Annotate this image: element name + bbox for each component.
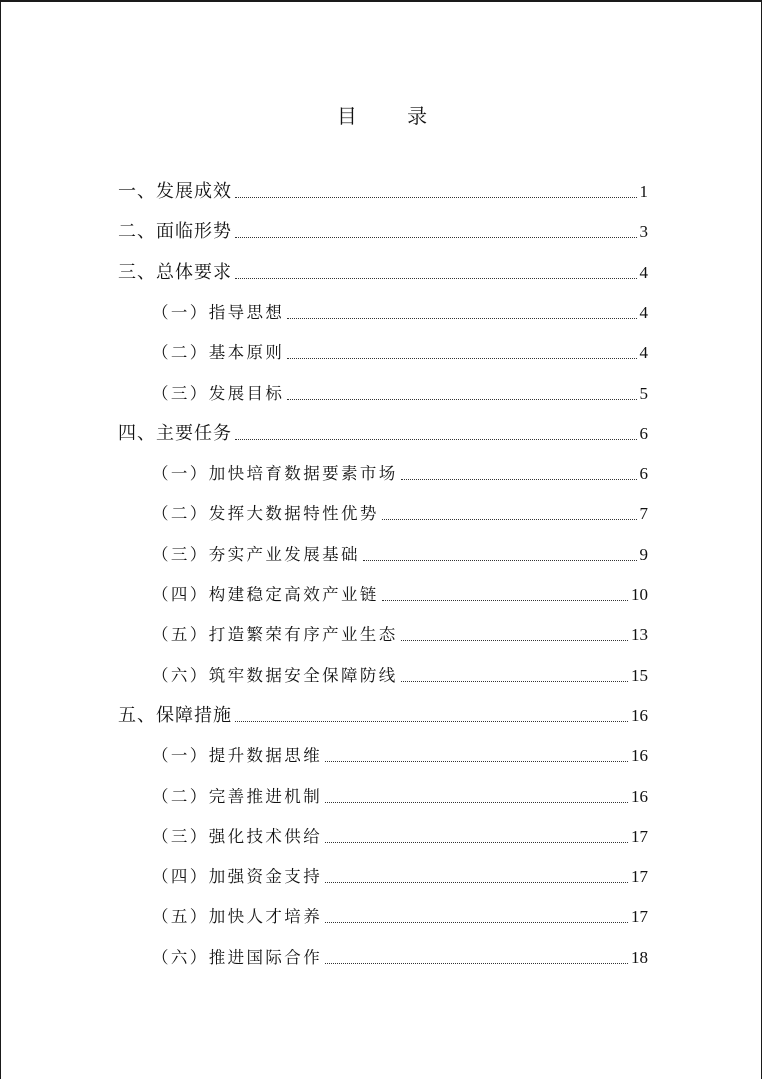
toc-entry-page-number: 9 [639, 544, 648, 564]
toc-entry[interactable] [152, 785, 648, 809]
toc-dot-leader [363, 560, 637, 561]
toc-entry-label: （二）发挥大数据特性优势 [152, 504, 379, 524]
toc-entry[interactable] [118, 261, 648, 285]
toc-entry[interactable] [152, 865, 648, 889]
toc-dot-leader [382, 519, 637, 520]
toc-entry-label: （一）提升数据思维 [152, 746, 323, 766]
toc-entry-label: （一）指导思想 [152, 302, 285, 322]
toc-entry-page-number: 4 [639, 262, 648, 282]
toc-entry[interactable] [152, 583, 648, 607]
toc-dot-leader [401, 681, 628, 682]
toc-entry-label: （三）夯实产业发展基础 [152, 544, 360, 564]
toc-entry-label: 一、发展成效 [118, 181, 232, 202]
toc-dot-leader [325, 963, 628, 964]
toc-entry-page-number: 18 [631, 947, 648, 967]
toc-entry-page-number: 4 [639, 302, 648, 322]
toc-entry[interactable] [152, 623, 648, 647]
toc-entry-page-number: 16 [631, 786, 648, 806]
toc-dot-leader [325, 842, 628, 843]
toc-entry[interactable] [118, 220, 648, 244]
toc-entry-label: （二）完善推进机制 [152, 786, 323, 806]
toc-entry-label: （四）构建稳定高效产业链 [152, 585, 379, 604]
toc-entry-label: （五）打造繁荣有序产业生态 [152, 625, 398, 645]
toc-entry-label: （四）加强资金支持 [152, 867, 323, 887]
toc-entry-page-number: 1 [639, 182, 648, 201]
page-title: 目 录 [336, 104, 450, 128]
toc-entry-label: （二）基本原则 [152, 343, 285, 363]
toc-entry-label: （三）强化技术供给 [152, 826, 323, 846]
toc-dot-leader [401, 640, 628, 641]
toc-entry-label: （一）加快培育数据要素市场 [152, 464, 398, 484]
toc-dot-leader [287, 318, 636, 319]
toc-entry-page-number: 3 [639, 222, 648, 242]
toc-entry-label: （六）推进国际合作 [152, 947, 323, 967]
toc-entry[interactable] [152, 301, 648, 325]
toc-dot-leader [235, 237, 637, 238]
toc-entry[interactable] [118, 704, 648, 728]
toc-dot-leader [325, 802, 628, 803]
toc-entry-label: 二、面临形势 [118, 221, 232, 243]
toc-entry[interactable] [152, 946, 648, 970]
toc-entry[interactable] [152, 744, 648, 768]
toc-dot-leader [235, 278, 637, 279]
toc-entry[interactable] [152, 664, 648, 688]
toc-dot-leader [235, 439, 637, 440]
toc-entry-page-number: 17 [631, 907, 648, 927]
toc-entry[interactable] [152, 462, 648, 486]
toc-dot-leader [401, 479, 637, 480]
toc-entry-page-number: 4 [639, 343, 648, 363]
toc-entry-page-number: 6 [639, 464, 648, 484]
toc-entry[interactable] [152, 905, 648, 929]
toc-entry-page-number: 16 [631, 746, 648, 766]
toc-entry-label: 三、总体要求 [118, 261, 232, 283]
toc-entry[interactable] [118, 422, 648, 446]
toc-dot-leader [325, 761, 628, 762]
toc-dot-leader [235, 721, 628, 722]
toc-entry-page-number: 16 [631, 705, 648, 725]
toc-entry-page-number: 17 [631, 826, 648, 846]
toc-dot-leader [325, 922, 628, 923]
toc-entry-label: 四、主要任务 [118, 422, 232, 444]
toc-entry[interactable] [152, 382, 648, 406]
toc-dot-leader [382, 600, 628, 601]
toc-entry-label: （三）发展目标 [152, 383, 285, 403]
toc-entry-page-number: 5 [639, 383, 648, 403]
toc-dot-leader [235, 197, 637, 198]
toc-entry-page-number: 15 [631, 665, 648, 685]
toc-dot-leader [287, 358, 636, 359]
toc-entry-label: 五、保障措施 [118, 704, 232, 726]
toc-entry[interactable] [152, 543, 648, 567]
toc-entry-page-number: 7 [639, 504, 648, 524]
toc-entry-label: （六）筑牢数据安全保障防线 [152, 665, 398, 685]
toc-dot-leader [325, 882, 628, 883]
toc-entry[interactable] [118, 180, 648, 204]
toc-entry-page-number: 6 [639, 423, 648, 443]
toc-entry-label: （五）加快人才培养 [152, 907, 323, 927]
toc-entry[interactable] [152, 502, 648, 526]
toc-entry-page-number: 17 [631, 867, 648, 887]
toc-dot-leader [287, 399, 636, 400]
toc-entry-page-number: 13 [631, 625, 648, 645]
toc-entry[interactable] [152, 825, 648, 849]
toc-entry[interactable] [152, 341, 648, 365]
toc-entry-page-number: 10 [631, 585, 648, 604]
